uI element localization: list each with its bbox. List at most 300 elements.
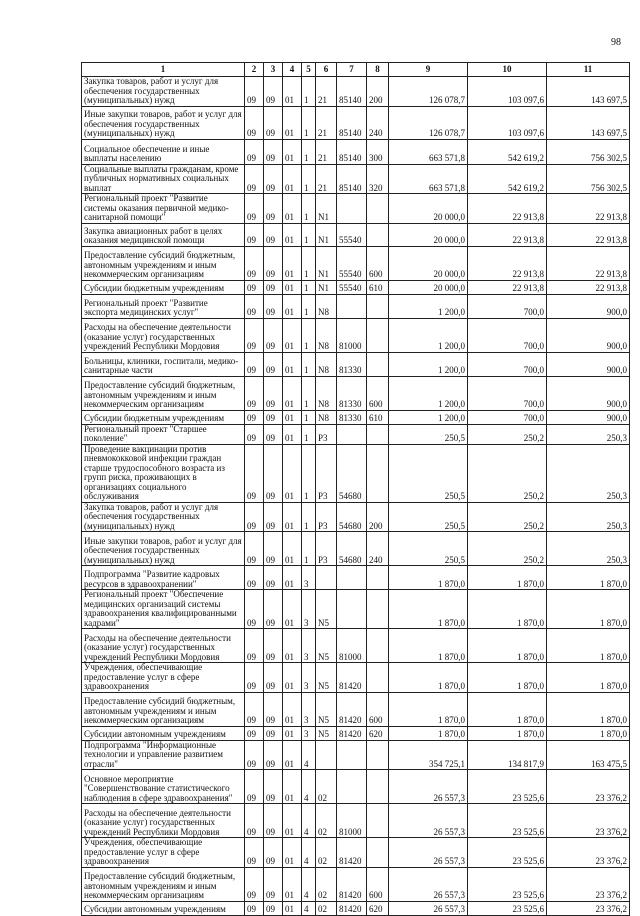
code-project: 21 <box>316 106 337 139</box>
amount-col-9: 1 870,0 <box>389 663 468 693</box>
amount-col-10: 1 870,0 <box>468 566 547 590</box>
code-direction: 85140 <box>337 106 367 139</box>
code-project: N8 <box>316 376 337 410</box>
code-direction <box>337 770 367 804</box>
table-row <box>82 106 630 139</box>
code-expense-type <box>367 294 389 318</box>
table-row <box>82 280 630 294</box>
code-expense-type <box>367 352 389 376</box>
code-sub: 4 <box>302 740 316 770</box>
code-direction: 55540 <box>337 246 367 280</box>
amount-col-10: 1 870,0 <box>468 726 547 740</box>
amount-col-11: 23 376,2 <box>547 867 630 901</box>
table-row <box>82 502 630 532</box>
amount-col-11: 23 376,2 <box>547 770 630 804</box>
code-expense-type: 240 <box>367 532 389 566</box>
code-sub: 1 <box>302 294 316 318</box>
row-name: Субсидии автономным учреждениям <box>82 901 245 915</box>
amount-col-10: 250,2 <box>468 532 547 566</box>
code-pr: 01 <box>283 106 302 139</box>
code-project: P3 <box>316 424 337 444</box>
code-ps: 09 <box>264 532 283 566</box>
code-expense-type <box>367 590 389 629</box>
amount-col-10: 700,0 <box>468 352 547 376</box>
row-name: Закупка товаров, работ и услуг для обеспечения государственных (муниципальных) нужд <box>82 502 245 532</box>
code-expense-type <box>367 740 389 770</box>
amount-col-11: 23 376,2 <box>547 804 630 838</box>
amount-col-10: 22 913,8 <box>468 246 547 280</box>
row-name: Субсидии автономным учреждениям <box>82 726 245 740</box>
code-project: 02 <box>316 867 337 901</box>
row-name: Основное мероприятие "Совершенствование статистического наблюдения в сфере здравоохранения" <box>82 770 245 804</box>
header-cell: 1 <box>82 63 245 77</box>
code-pr: 01 <box>283 246 302 280</box>
header-cell: 11 <box>547 63 630 77</box>
code-ps: 09 <box>264 280 283 294</box>
code-project: N5 <box>316 663 337 693</box>
amount-col-10: 22 913,8 <box>468 194 547 224</box>
row-name: Региональный проект "Обеспечение медицинских организаций системы здравоохранения квалифицированными кадрами" <box>82 590 245 629</box>
code-pr: 01 <box>283 318 302 352</box>
code-expense-type: 200 <box>367 502 389 532</box>
code-direction: 81000 <box>337 318 367 352</box>
amount-col-11: 1 870,0 <box>547 726 630 740</box>
amount-col-10: 250,2 <box>468 424 547 444</box>
code-sub: 4 <box>302 901 316 915</box>
amount-col-10: 134 817,9 <box>468 740 547 770</box>
code-pr: 01 <box>283 663 302 693</box>
code-pr: 01 <box>283 352 302 376</box>
code-project: 21 <box>316 139 337 164</box>
row-name: Социальное обеспечение и иные выплаты населению <box>82 139 245 164</box>
table-row <box>82 139 630 164</box>
code-project: 02 <box>316 838 337 868</box>
code-project: N5 <box>316 726 337 740</box>
amount-col-9: 20 000,0 <box>389 194 468 224</box>
code-ps: 09 <box>264 444 283 502</box>
table-row <box>82 410 630 424</box>
code-direction: 85140 <box>337 77 367 107</box>
code-pr: 01 <box>283 590 302 629</box>
code-project: N1 <box>316 223 337 246</box>
code-direction <box>337 740 367 770</box>
code-gp: 09 <box>245 77 264 107</box>
amount-col-10: 542 619,2 <box>468 164 547 194</box>
table-row <box>82 590 630 629</box>
code-sub: 1 <box>302 194 316 224</box>
code-ps: 09 <box>264 223 283 246</box>
code-ps: 09 <box>264 838 283 868</box>
table-row <box>82 726 630 740</box>
code-project <box>316 740 337 770</box>
code-gp: 09 <box>245 901 264 915</box>
amount-col-9: 663 571,8 <box>389 139 468 164</box>
header-cell: 2 <box>245 63 264 77</box>
code-ps: 09 <box>264 246 283 280</box>
code-ps: 09 <box>264 164 283 194</box>
row-name: Иные закупки товаров, работ и услуг для обеспечения государственных (муниципальных) нужд <box>82 106 245 139</box>
amount-col-9: 20 000,0 <box>389 223 468 246</box>
code-direction: 54680 <box>337 502 367 532</box>
table-row <box>82 867 630 901</box>
amount-col-9: 20 000,0 <box>389 246 468 280</box>
code-gp: 09 <box>245 867 264 901</box>
code-pr: 01 <box>283 838 302 868</box>
amount-col-11: 250,3 <box>547 424 630 444</box>
code-pr: 01 <box>283 424 302 444</box>
code-ps: 09 <box>264 590 283 629</box>
row-name: Предоставление субсидий бюджетным, автономным учреждениям и иным некоммерческим организациям <box>82 376 245 410</box>
code-gp: 09 <box>245 376 264 410</box>
table-row <box>82 318 630 352</box>
row-name: Региональный проект "Развитие системы оказания первичной медико-санитарной помощи" <box>82 194 245 224</box>
amount-col-9: 250,5 <box>389 444 468 502</box>
code-sub: 1 <box>302 376 316 410</box>
code-gp: 09 <box>245 318 264 352</box>
amount-col-10: 23 525,6 <box>468 838 547 868</box>
code-project: P3 <box>316 502 337 532</box>
code-direction: 55540 <box>337 280 367 294</box>
amount-col-9: 1 200,0 <box>389 294 468 318</box>
code-expense-type <box>367 838 389 868</box>
code-ps: 09 <box>264 804 283 838</box>
code-gp: 09 <box>245 352 264 376</box>
amount-col-11: 1 870,0 <box>547 663 630 693</box>
amount-col-11: 23 376,2 <box>547 838 630 868</box>
code-expense-type <box>367 318 389 352</box>
code-sub: 3 <box>302 590 316 629</box>
amount-col-11: 23 376,2 <box>547 901 630 915</box>
code-expense-type <box>367 663 389 693</box>
row-name: Расходы на обеспечение деятельности (оказание услуг) государственных учреждений Республики Мордовия <box>82 804 245 838</box>
code-sub: 4 <box>302 838 316 868</box>
code-direction: 81420 <box>337 867 367 901</box>
code-sub: 1 <box>302 352 316 376</box>
code-gp: 09 <box>245 139 264 164</box>
code-gp: 09 <box>245 726 264 740</box>
amount-col-10: 103 097,6 <box>468 106 547 139</box>
code-direction <box>337 294 367 318</box>
code-ps: 09 <box>264 410 283 424</box>
amount-col-9: 250,5 <box>389 424 468 444</box>
code-gp: 09 <box>245 106 264 139</box>
row-name: Проведение вакцинации против пневмококковой инфекции граждан старше трудоспособного возраста из групп риска, проживающих в организациях социального обслуживания <box>82 444 245 502</box>
code-expense-type <box>367 223 389 246</box>
code-ps: 09 <box>264 770 283 804</box>
amount-col-9: 26 557,3 <box>389 867 468 901</box>
amount-col-10: 1 870,0 <box>468 692 547 726</box>
code-ps: 09 <box>264 424 283 444</box>
code-gp: 09 <box>245 424 264 444</box>
amount-col-9: 663 571,8 <box>389 164 468 194</box>
code-pr: 01 <box>283 376 302 410</box>
amount-col-11: 22 913,8 <box>547 280 630 294</box>
row-name: Субсидии бюджетным учреждениям <box>82 280 245 294</box>
code-sub: 1 <box>302 77 316 107</box>
amount-col-11: 250,3 <box>547 532 630 566</box>
amount-col-9: 126 078,7 <box>389 77 468 107</box>
header-cell: 10 <box>468 63 547 77</box>
code-direction: 54680 <box>337 444 367 502</box>
code-expense-type: 610 <box>367 410 389 424</box>
amount-col-10: 23 525,6 <box>468 770 547 804</box>
table-row <box>82 566 630 590</box>
code-gp: 09 <box>245 740 264 770</box>
table-row <box>82 663 630 693</box>
code-ps: 09 <box>264 740 283 770</box>
code-direction: 81330 <box>337 410 367 424</box>
amount-col-11: 250,3 <box>547 502 630 532</box>
code-ps: 09 <box>264 692 283 726</box>
code-sub: 3 <box>302 726 316 740</box>
code-gp: 09 <box>245 246 264 280</box>
amount-col-10: 23 525,6 <box>468 901 547 915</box>
amount-col-10: 1 870,0 <box>468 590 547 629</box>
row-name: Субсидии бюджетным учреждениям <box>82 410 245 424</box>
code-gp: 09 <box>245 410 264 424</box>
table-body <box>82 77 630 916</box>
code-pr: 01 <box>283 194 302 224</box>
header-row <box>82 63 630 77</box>
amount-col-9: 250,5 <box>389 532 468 566</box>
table-row <box>82 223 630 246</box>
row-name: Подпрограмма "Развитие кадровых ресурсов в здравоохранении" <box>82 566 245 590</box>
code-sub: 1 <box>302 444 316 502</box>
code-expense-type: 240 <box>367 106 389 139</box>
amount-col-11: 143 697,5 <box>547 77 630 107</box>
code-direction: 85140 <box>337 164 367 194</box>
table-row <box>82 444 630 502</box>
code-pr: 01 <box>283 692 302 726</box>
amount-col-9: 1 200,0 <box>389 318 468 352</box>
code-ps: 09 <box>264 194 283 224</box>
amount-col-9: 1 870,0 <box>389 590 468 629</box>
header-cell: 8 <box>367 63 389 77</box>
amount-col-11: 22 913,8 <box>547 194 630 224</box>
code-sub: 3 <box>302 629 316 663</box>
code-pr: 01 <box>283 726 302 740</box>
row-name: Предоставление субсидий бюджетным, автономным учреждениям и иным некоммерческим организациям <box>82 867 245 901</box>
code-gp: 09 <box>245 502 264 532</box>
table-row <box>82 424 630 444</box>
code-sub: 3 <box>302 692 316 726</box>
amount-col-9: 1 200,0 <box>389 376 468 410</box>
code-pr: 01 <box>283 294 302 318</box>
code-project: N8 <box>316 294 337 318</box>
code-project: 21 <box>316 77 337 107</box>
code-direction: 81000 <box>337 629 367 663</box>
code-sub: 1 <box>302 246 316 280</box>
amount-col-11: 1 870,0 <box>547 590 630 629</box>
table-row <box>82 740 630 770</box>
amount-col-11: 163 475,5 <box>547 740 630 770</box>
amount-col-10: 22 913,8 <box>468 223 547 246</box>
code-gp: 09 <box>245 164 264 194</box>
code-ps: 09 <box>264 376 283 410</box>
amount-col-11: 900,0 <box>547 352 630 376</box>
code-sub: 4 <box>302 770 316 804</box>
code-sub: 1 <box>302 502 316 532</box>
code-pr: 01 <box>283 532 302 566</box>
amount-col-9: 26 557,3 <box>389 838 468 868</box>
code-pr: 01 <box>283 901 302 915</box>
code-ps: 09 <box>264 663 283 693</box>
budget-table <box>81 62 630 916</box>
code-ps: 09 <box>264 352 283 376</box>
code-sub: 1 <box>302 164 316 194</box>
code-pr: 01 <box>283 740 302 770</box>
table-row <box>82 804 630 838</box>
table-row <box>82 532 630 566</box>
code-sub: 3 <box>302 663 316 693</box>
amount-col-9: 26 557,3 <box>389 770 468 804</box>
amount-col-11: 900,0 <box>547 318 630 352</box>
code-project: N8 <box>316 352 337 376</box>
header-cell: 7 <box>337 63 367 77</box>
code-direction: 81330 <box>337 352 367 376</box>
code-gp: 09 <box>245 663 264 693</box>
amount-col-11: 756 302,5 <box>547 139 630 164</box>
amount-col-10: 22 913,8 <box>468 280 547 294</box>
code-sub: 1 <box>302 139 316 164</box>
table-row <box>82 164 630 194</box>
amount-col-9: 1 870,0 <box>389 566 468 590</box>
code-project <box>316 566 337 590</box>
amount-col-10: 250,2 <box>468 444 547 502</box>
code-sub: 1 <box>302 532 316 566</box>
code-gp: 09 <box>245 566 264 590</box>
table-row <box>82 376 630 410</box>
code-project: N5 <box>316 590 337 629</box>
table-row <box>82 838 630 868</box>
code-expense-type <box>367 770 389 804</box>
code-gp: 09 <box>245 532 264 566</box>
code-pr: 01 <box>283 770 302 804</box>
code-ps: 09 <box>264 294 283 318</box>
amount-col-9: 126 078,7 <box>389 106 468 139</box>
code-project: 21 <box>316 164 337 194</box>
amount-col-11: 900,0 <box>547 376 630 410</box>
code-gp: 09 <box>245 444 264 502</box>
amount-col-9: 1 870,0 <box>389 629 468 663</box>
code-gp: 09 <box>245 294 264 318</box>
code-ps: 09 <box>264 867 283 901</box>
row-name: Больницы, клиники, госпитали, медико-санитарные части <box>82 352 245 376</box>
code-ps: 09 <box>264 106 283 139</box>
row-name: Социальные выплаты гражданам, кроме публичных нормативных социальных выплат <box>82 164 245 194</box>
row-name: Закупка товаров, работ и услуг для обеспечения государственных (муниципальных) нужд <box>82 77 245 107</box>
code-direction: 81420 <box>337 692 367 726</box>
amount-col-9: 1 870,0 <box>389 692 468 726</box>
code-direction <box>337 194 367 224</box>
row-name: Иные закупки товаров, работ и услуг для обеспечения государственных (муниципальных) нужд <box>82 532 245 566</box>
code-direction <box>337 566 367 590</box>
amount-col-9: 26 557,3 <box>389 804 468 838</box>
code-expense-type: 600 <box>367 692 389 726</box>
code-ps: 09 <box>264 901 283 915</box>
code-pr: 01 <box>283 566 302 590</box>
code-expense-type: 620 <box>367 726 389 740</box>
amount-col-10: 700,0 <box>468 318 547 352</box>
amount-col-9: 1 200,0 <box>389 352 468 376</box>
code-sub: 1 <box>302 318 316 352</box>
code-direction <box>337 590 367 629</box>
code-ps: 09 <box>264 77 283 107</box>
code-pr: 01 <box>283 139 302 164</box>
code-ps: 09 <box>264 502 283 532</box>
amount-col-11: 756 302,5 <box>547 164 630 194</box>
code-project: N5 <box>316 629 337 663</box>
code-pr: 01 <box>283 164 302 194</box>
code-gp: 09 <box>245 194 264 224</box>
code-gp: 09 <box>245 838 264 868</box>
code-gp: 09 <box>245 590 264 629</box>
code-sub: 1 <box>302 410 316 424</box>
amount-col-9: 250,5 <box>389 502 468 532</box>
code-expense-type: 200 <box>367 77 389 107</box>
code-direction: 54680 <box>337 532 367 566</box>
table-row <box>82 294 630 318</box>
code-sub: 1 <box>302 424 316 444</box>
header-cell: 9 <box>389 63 468 77</box>
code-direction: 81420 <box>337 901 367 915</box>
amount-col-11: 900,0 <box>547 294 630 318</box>
amount-col-9: 1 870,0 <box>389 726 468 740</box>
code-direction: 81420 <box>337 663 367 693</box>
amount-col-10: 103 097,6 <box>468 77 547 107</box>
amount-col-11: 1 870,0 <box>547 566 630 590</box>
amount-col-9: 1 200,0 <box>389 410 468 424</box>
amount-col-11: 1 870,0 <box>547 629 630 663</box>
code-pr: 01 <box>283 502 302 532</box>
amount-col-9: 26 557,3 <box>389 901 468 915</box>
code-gp: 09 <box>245 629 264 663</box>
code-expense-type: 320 <box>367 164 389 194</box>
row-name: Расходы на обеспечение деятельности (оказание услуг) государственных учреждений Республики Мордовия <box>82 629 245 663</box>
code-pr: 01 <box>283 629 302 663</box>
code-ps: 09 <box>264 139 283 164</box>
amount-col-10: 23 525,6 <box>468 867 547 901</box>
code-direction: 81330 <box>337 376 367 410</box>
code-expense-type: 620 <box>367 901 389 915</box>
code-sub: 1 <box>302 106 316 139</box>
table-row <box>82 629 630 663</box>
row-name: Региональный проект "Старшее поколение" <box>82 424 245 444</box>
code-ps: 09 <box>264 566 283 590</box>
table-row <box>82 194 630 224</box>
code-project: N8 <box>316 410 337 424</box>
code-pr: 01 <box>283 444 302 502</box>
row-name: Предоставление субсидий бюджетным, автономным учреждениям и иным некоммерческим организациям <box>82 246 245 280</box>
code-sub: 1 <box>302 223 316 246</box>
code-ps: 09 <box>264 318 283 352</box>
row-name: Учреждения, обеспечивающие предоставление услуг в сфере здравоохранения <box>82 838 245 868</box>
code-pr: 01 <box>283 77 302 107</box>
row-name: Расходы на обеспечение деятельности (оказание услуг) государственных учреждений Республики Мордовия <box>82 318 245 352</box>
code-project: 02 <box>316 901 337 915</box>
header-cell: 5 <box>302 63 316 77</box>
code-gp: 09 <box>245 280 264 294</box>
code-expense-type <box>367 444 389 502</box>
code-project: P3 <box>316 444 337 502</box>
amount-col-10: 700,0 <box>468 294 547 318</box>
code-gp: 09 <box>245 223 264 246</box>
page-number: 98 <box>611 37 621 48</box>
code-sub: 1 <box>302 280 316 294</box>
code-expense-type <box>367 424 389 444</box>
amount-col-10: 23 525,6 <box>468 804 547 838</box>
amount-col-11: 1 870,0 <box>547 692 630 726</box>
